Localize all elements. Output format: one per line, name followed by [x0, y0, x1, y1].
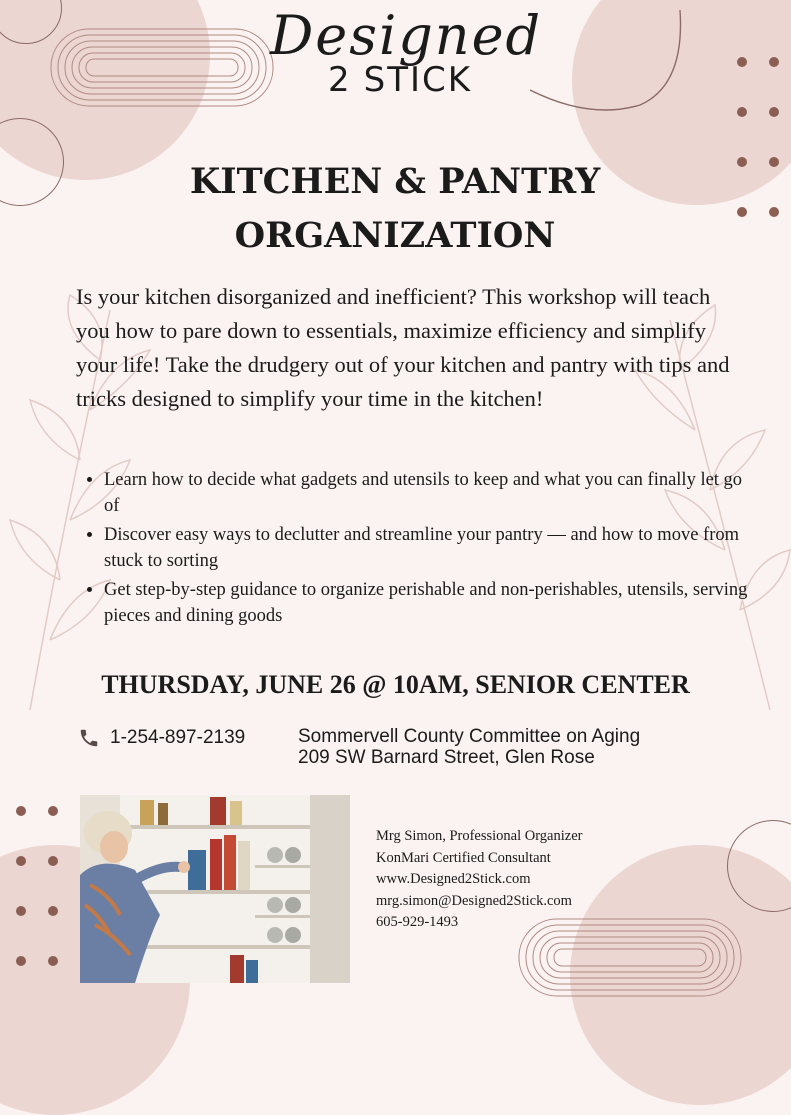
event-date-location: THURSDAY, JUNE 26 @ 10AM, SENIOR CENTER: [101, 670, 690, 699]
dot: [737, 107, 747, 117]
contact-phone: 605-929-1493: [376, 914, 459, 930]
phone-icon: [78, 727, 100, 749]
dot: [769, 57, 779, 67]
dot: [48, 956, 58, 966]
dot: [769, 107, 779, 117]
page-title: [95, 155, 695, 263]
dot: [737, 157, 747, 167]
logo-subtitle: [270, 62, 530, 98]
dot: [737, 57, 747, 67]
designed2stick-logo: [270, 4, 543, 106]
contact-website[interactable]: www.Designed2Stick.com: [376, 871, 531, 887]
organization-name: Sommervell County Committee on Aging: [298, 726, 641, 747]
logo-number: 2: [327, 60, 352, 100]
logo-script-text: Designed: [270, 4, 543, 67]
list-item: • Get step-by-step guidance to organize perishable and non-perishables, utensils, serving pieces and dining goods: [104, 577, 754, 629]
dot: [769, 207, 779, 217]
dot: [48, 806, 58, 816]
street-address: 209 SW Barnard Street, Glen Rose: [298, 747, 595, 768]
list-item: • Discover easy ways to declutter and streamline your pantry — and how to move from stuck to sorting: [104, 522, 754, 574]
dot: [48, 856, 58, 866]
contact-name: Mrg Simon, Professional Organizer: [376, 828, 583, 844]
list-item: • Learn how to decide what gadgets and utensils to keep and what you can finally let go of: [104, 467, 754, 519]
pantry-photo: [80, 795, 350, 983]
intro-paragraph: Is your kitchen disorganized and inefficient? This workshop will teach you how to pare down to essentials, maximize efficiency and simplify your life! Take the drudgery out of your kitchen and pantry with tips and tricks designed to simplify your time in the kitchen!: [76, 284, 730, 411]
organization-address: [298, 726, 640, 768]
dot: [769, 157, 779, 167]
bottom-left-dots: [16, 806, 58, 966]
title-line-1: KITCHEN & PANTRY: [189, 161, 601, 202]
dot: [16, 806, 26, 816]
dot: [737, 207, 747, 217]
phone-number: 1-254-897-2139: [110, 727, 246, 748]
title-line-2: ORGANIZATION: [234, 215, 556, 256]
contact-email[interactable]: mrg.simon@Designed2Stick.com: [376, 892, 572, 909]
dot: [48, 906, 58, 916]
contact-info: [376, 826, 582, 934]
phone-row: [78, 727, 245, 749]
pantry-photo-illustration: [80, 795, 350, 983]
dot: [16, 956, 26, 966]
workshop-topics-list: [80, 467, 754, 632]
dot: [16, 906, 26, 916]
contact-certification: KonMari Certified Consultant: [376, 849, 551, 866]
top-right-dots: [737, 57, 779, 217]
logo-word: STICK: [363, 60, 473, 100]
dot: [16, 856, 26, 866]
